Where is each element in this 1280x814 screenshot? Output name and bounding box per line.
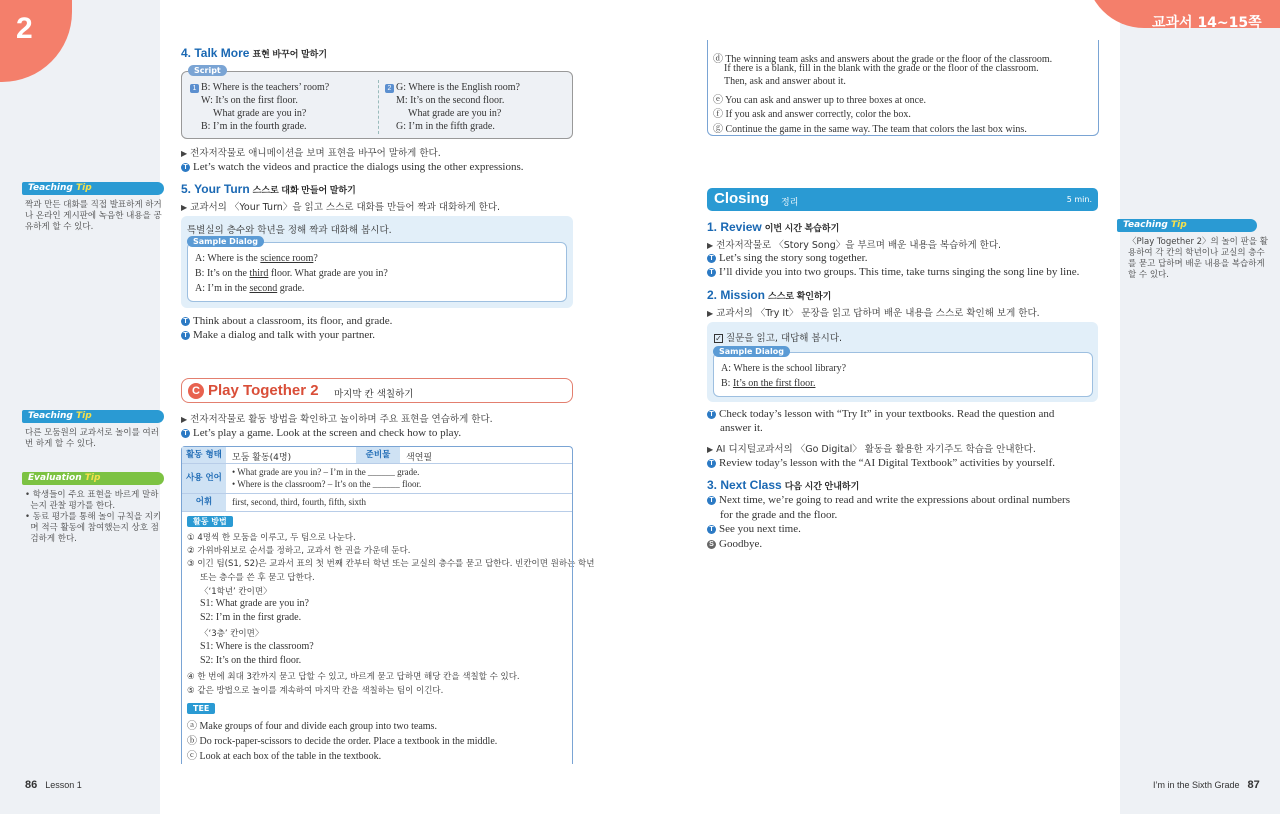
review-heading: 1. Review 이번 시간 복습하기 — [707, 220, 840, 234]
table-row — [182, 447, 572, 464]
tee-line: If there is a blank, fill in the blank with the grade or the floor of the classroom. — [724, 63, 1039, 74]
script-line: W: It’s on the first floor. — [201, 95, 298, 106]
table-row — [182, 464, 572, 494]
method-step: S2: It’s on the third floor. — [200, 655, 302, 666]
sample-dialog-label: Sample Dialog — [713, 346, 790, 357]
table-cell: 모둠 활동(4명) — [232, 453, 292, 463]
teaching-tip-tag: Teaching Tip — [1117, 219, 1257, 232]
tee-line: ⓔ You can ask and answer up to three boxes at once. — [713, 95, 927, 106]
tee-line: ⓓ The winning team asks and answers about the grade or the floor of the classroom. — [713, 54, 1053, 65]
method-step: ② 가위바위보로 순서를 정하고, 교과서 한 권을 가운데 둔다. — [187, 546, 411, 556]
teacher-line: answer it. — [720, 422, 763, 434]
lesson-label: Lesson 1 — [45, 780, 82, 790]
script-line: B: I’m in the fourth grade. — [201, 121, 307, 132]
teacher-line: T Make a dialog and talk with your partner. — [181, 329, 375, 341]
table-cell: • What grade are you in? – I’m in the ______ grade. — [232, 467, 420, 477]
method-step: ④ 한 번에 최대 3칸까지 묻고 답할 수 있고, 바르게 묻고 답하면 해당 칸을 색칠할 수 있다. — [187, 672, 520, 682]
script-line: 2 G: Where is the English room? — [385, 82, 520, 93]
script-label: Script — [188, 65, 227, 76]
closing-subtitle: 정리 — [781, 198, 799, 208]
teacher-line: T Think about a classroom, its floor, and grade. — [181, 315, 392, 327]
teaching-tip-text: 다른 모둠원의 교과서로 놀이를 여러 번 하게 할 수 있다. — [25, 428, 159, 449]
closing-title: Closing — [714, 190, 769, 207]
dialog-line: B: It’s on the first floor. — [721, 378, 816, 389]
method-step: ⑤ 같은 방법으로 놀이를 계속하여 마지막 칸을 색칠하는 팀이 이긴다. — [187, 686, 444, 696]
lesson-title: I’m in the Sixth Grade — [1153, 780, 1240, 790]
sample-dialog-label: Sample Dialog — [187, 236, 264, 247]
your-turn-heading: 5. Your Turn 스스로 대화 만들어 말하기 — [181, 182, 356, 196]
page-number: 87 — [1247, 779, 1260, 791]
teacher-line: for the grade and the floor. — [720, 509, 838, 521]
tee-line: ⓑ Do rock-paper-scissors to decide the order. Place a textbook in the middle. — [187, 736, 498, 747]
teacher-line: T Review today’s lesson with the “AI Digital Textbook” activities by yourself. — [707, 457, 1055, 469]
tee-line: ⓖ Continue the game in the same way. The team that colors the last box wins. — [713, 124, 1027, 135]
teacher-line: T Let’s watch the videos and practice the dialogs using the other expressions. — [181, 161, 524, 173]
left-margin — [0, 0, 160, 814]
script-line: M: It’s on the second floor. — [396, 95, 505, 106]
tee-label: TEE — [187, 703, 215, 714]
table-header: 사용 언어 — [182, 464, 226, 493]
next-class-heading: 3. Next Class 다음 시간 안내하기 — [707, 478, 860, 492]
method-step: 〈‘1학년’ 칸이면〉 — [200, 587, 272, 597]
tee-line: Then, ask and answer about it. — [724, 76, 846, 87]
table-header: 활동 형태 — [182, 447, 226, 463]
dialog-line: A: I’m in the second grade. — [195, 283, 305, 294]
divider — [378, 80, 379, 134]
play-together-subtitle: 마지막 칸 색칠하기 — [334, 389, 414, 400]
box-instruction: 특별실의 층수와 학년을 정해 짝과 대화해 봅시다. — [187, 225, 392, 236]
teaching-tip-tag: Teaching Tip — [22, 182, 164, 195]
table-cell: • Where is the classroom? – It’s on the ______ floor. — [232, 479, 422, 489]
footer-left — [25, 779, 82, 791]
teacher-line: T Next time, we’re going to read and write the expressions about ordinal numbers — [707, 494, 1070, 506]
instruction-ko: ▶ AI 디지털교과서의 〈Go Digital〉 활동을 활용한 자기주도 학습을 안내한다. — [707, 444, 1036, 455]
method-label: 활동 방법 — [187, 516, 233, 527]
table-frame — [181, 510, 573, 764]
instruction-ko: ▶ 전자저작물로 〈Story Song〉을 부르며 배운 내용을 복습하게 한다. — [707, 240, 1002, 251]
teaching-tip-tag: Teaching Tip — [22, 410, 164, 423]
teaching-tip-text: 짝과 만든 대화를 직접 발표하게 하거 나 온라인 게시판에 녹음한 내용을 공 유하게 할 수 있다. — [25, 200, 162, 232]
talk-more-heading: 4. Talk More 표현 바꾸어 말하기 — [181, 46, 328, 60]
student-line: S Goodbye. — [707, 538, 762, 550]
check-icon: ✓ — [715, 334, 722, 343]
page-number: 86 — [25, 779, 38, 791]
method-step: 〈‘3층’ 칸이면〉 — [200, 629, 264, 639]
tee-line: ⓐ Make groups of four and divide each group into two teams. — [187, 721, 437, 732]
dialog-line: B: It’s on the third floor. What grade are you in? — [195, 268, 388, 279]
table-header: 어휘 — [182, 494, 226, 511]
instruction-ko: ▶ 전자저작물로 활동 방법을 확인하고 놀이하며 주요 표현을 연습하게 한다. — [181, 414, 493, 425]
mission-heading: 2. Mission 스스로 확인하기 — [707, 288, 832, 302]
footer-right — [1153, 779, 1260, 791]
teacher-line: T Let’s play a game. Look at the screen and check how to play. — [181, 427, 461, 439]
tee-line: ⓒ Look at each box of the table in the textbook. — [187, 751, 382, 762]
right-margin — [1120, 0, 1280, 814]
tee-line: ⓕ If you ask and answer correctly, color the box. — [713, 109, 911, 120]
table-header: 준비물 — [356, 447, 400, 463]
script-line: What grade are you in? — [213, 108, 307, 119]
method-step: ③ 이긴 팀(S1, S2)은 교과서 표의 첫 번째 칸부터 학년 또는 교실의 층수를 묻고 답한다. 빈칸이면 원하는 학년 — [187, 559, 595, 569]
method-step: 또는 층수를 쓴 후 묻고 답한다. — [200, 573, 315, 583]
chapter-number: 2 — [16, 12, 33, 45]
method-step: S2: I’m in the first grade. — [200, 612, 302, 623]
teacher-line: T See you next time. — [707, 523, 801, 535]
page-ref-badge — [1086, 0, 1280, 31]
table-cell: 색연필 — [406, 453, 433, 463]
closing-header — [707, 188, 1098, 211]
teacher-line: T I’ll divide you into two groups. This time, take turns singing the song line by line. — [707, 266, 1079, 278]
sample-dialog-box — [713, 352, 1093, 397]
table-cell: first, second, third, fourth, fifth, sixth — [232, 497, 366, 507]
teacher-line: T Let’s sing the story song together. — [707, 252, 867, 264]
instruction-ko: ▶ 교과서의 〈Try It〉 문장을 읽고 답하며 배운 내용을 스스로 확인해 보게 한다. — [707, 308, 1040, 319]
instruction-ko: ▶ 전자저작물로 애니메이션을 보며 표현을 바꾸어 말하게 한다. — [181, 148, 441, 159]
script-line: What grade are you in? — [408, 108, 502, 119]
textbook-pages: 교과서 14~15쪽 — [1152, 15, 1262, 31]
teaching-tip-text: 〈Play Together 2〉의 놀이 판을 활 용하여 각 칸의 학년이나 교실의 층수 를 묻고 답하며 배운 내용을 복습하게 할 수 있다. — [1128, 237, 1268, 280]
method-step: S1: Where is the classroom? — [200, 641, 314, 652]
evaluation-tip-text: • 학생들이 주요 표현을 바르게 말하 는지 관찰 평가를 한다. • 동료 평가를 통해 놀이 규칙을 지키 며 적극 활동에 참여했는지 상호 점 검하게 한다. — [25, 490, 162, 544]
teacher-line: T Check today’s lesson with “Try It” in your textbooks. Read the question and — [707, 408, 1054, 420]
method-step: ① 4명씩 한 모둠을 이루고, 두 팀으로 나눈다. — [187, 533, 356, 543]
closing-minutes: 5 min. — [1066, 195, 1092, 204]
dialog-line: A: Where is the science room? — [195, 253, 318, 264]
box-instruction: ✓ 질문을 읽고, 대답해 봅시다. — [715, 333, 843, 344]
script-line: 1 B: Where is the teachers’ room? — [190, 82, 329, 93]
play-together-header — [181, 378, 573, 403]
method-step: S1: What grade are you in? — [200, 598, 309, 609]
section-letter: C — [188, 383, 204, 399]
dialog-line: A: Where is the school library? — [721, 363, 847, 374]
instruction-ko: ▶ 교과서의 〈Your Turn〉을 읽고 스스로 대화를 만들어 짝과 대화하게 한다. — [181, 202, 501, 213]
script-line: G: I’m in the fifth grade. — [396, 121, 495, 132]
play-together-title: Play Together 2 — [208, 382, 319, 399]
evaluation-tip-tag: Evaluation Tip — [22, 472, 164, 485]
